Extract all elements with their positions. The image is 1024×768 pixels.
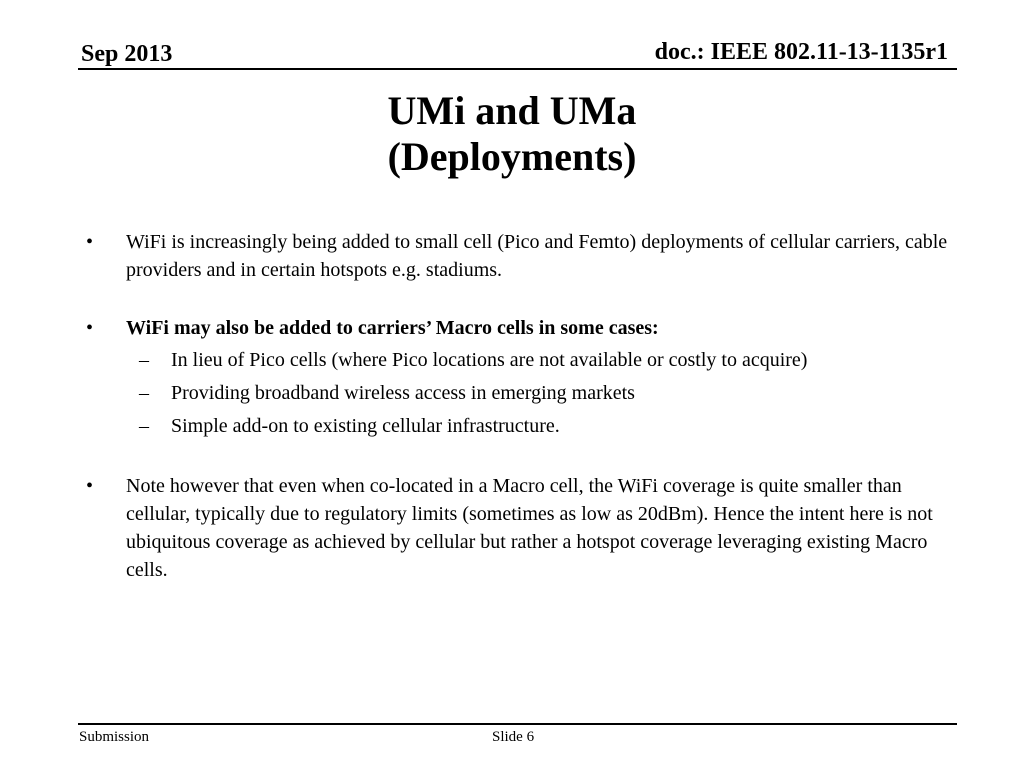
bullet-item <box>80 228 960 284</box>
bullet-text: WiFi is increasingly being added to small cell (Pico and Femto) deployments of cellular carriers, cable providers and in certain hotspots e.g. stadiums. <box>126 231 948 281</box>
bullet-marker: • <box>86 231 94 253</box>
bullet-item <box>80 314 960 342</box>
sub-bullet-item <box>80 379 960 407</box>
bullet-item <box>80 472 960 584</box>
sub-bullet-text: Providing broadband wireless access in emerging markets <box>171 382 635 404</box>
slide-body <box>80 228 960 584</box>
sub-bullet-text: Simple add-on to existing cellular infrastructure. <box>171 415 560 437</box>
header-date: Sep 2013 <box>81 41 173 67</box>
bullet-text: WiFi may also be added to carriers’ Macro cells in some cases: <box>126 317 659 339</box>
sub-bullet-marker: – <box>139 382 149 404</box>
sub-bullet-marker: – <box>139 349 149 371</box>
slide-title <box>212 88 812 180</box>
bullet-marker: • <box>86 317 94 339</box>
bullet-text: Note however that even when co-located in a Macro cell, the WiFi coverage is quite smaller than cellular, typically due to regulatory limits (sometimes as low as 20dBm). Hence the intent here is not ubiquitous coverage as achieved by cellular but rather a hotspot coverage leveraging existing Macro cells. <box>126 475 933 581</box>
header-divider <box>78 68 957 70</box>
sub-bullet-text: In lieu of Pico cells (where Pico locations are not available or costly to acquire) <box>171 349 808 371</box>
footer-submission: Submission <box>79 729 150 745</box>
footer-slide-number: Slide 6 <box>492 729 535 745</box>
sub-bullet-marker: – <box>139 415 149 437</box>
slide-title-line-2: (Deployments) <box>387 134 637 179</box>
sub-bullet-item <box>80 412 960 440</box>
header-doc-id: doc.: IEEE 802.11-13-1135r1 <box>654 39 948 65</box>
slide-title-line-1: UMi and UMa <box>387 88 637 133</box>
footer-divider <box>78 723 957 725</box>
bullet-marker: • <box>86 475 94 497</box>
sub-bullet-item <box>80 346 960 374</box>
